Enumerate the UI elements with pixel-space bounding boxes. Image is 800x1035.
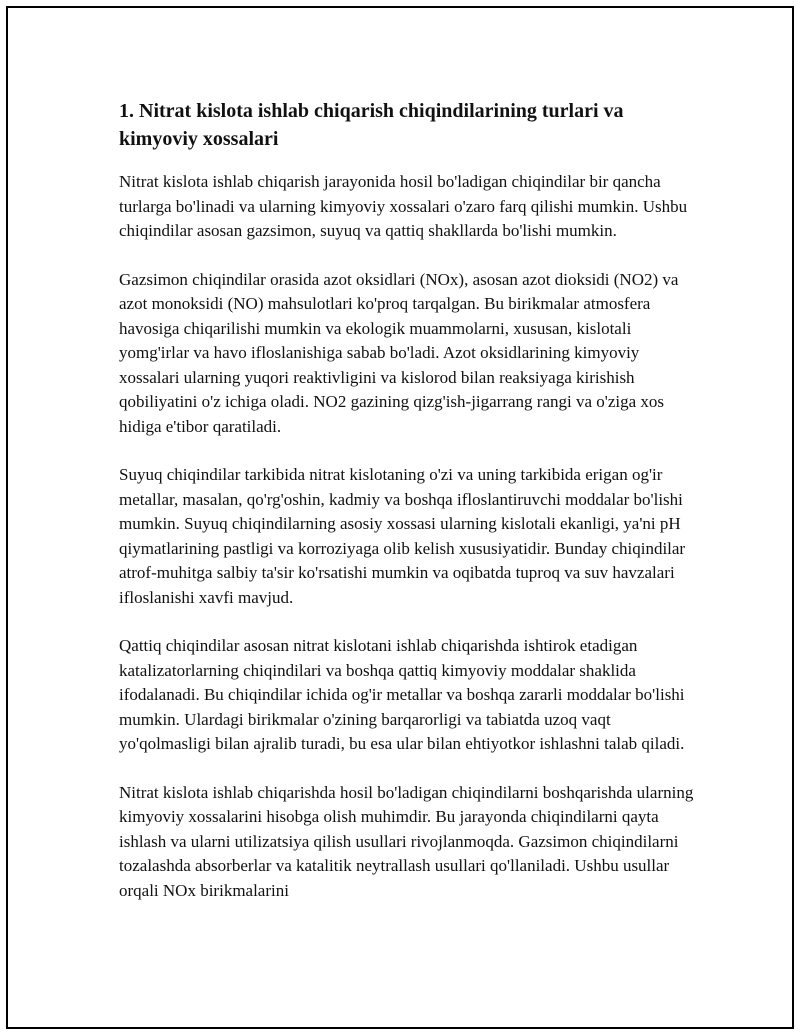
paragraph-intro: Nitrat kislota ishlab chiqarish jarayonida hosil bo'ladigan chiqindilar bir qancha turlarga bo'linadi va ularning kimyoviy xossalari o'zaro farq qilishi mumkin. Ushbu chiqindilar asosan gazsimon, suyuq va qattiq shakllarda bo'lishi mumkin.	[119, 172, 688, 240]
paragraph-waste-management: Nitrat kislota ishlab chiqarishda hosil bo'ladigan chiqindilarni boshqarishda ularning kimyoviy xossalarini hisobga olish muhimdir. Bu jarayonda chiqindilarni qayta ishlash va ularni utilizatsiya qilish usullari rivojlanmoqda. Gazsimon chiqindilarni tozalashda absorberlar va katalitik neytrallash usullari qo'llaniladi. Ushbu usullar orqali NOx birikmalarini	[119, 782, 694, 900]
document-body	[119, 97, 694, 927]
paragraph-gaseous-waste: Gazsimon chiqindilar orasida azot oksidlari (NOx), asosan azot dioksidi (NO2) va azot monoksidi (NO) mahsulotlari ko'proq tarqalgan. Bu birikmalar atmosfera havosiga chiqarilishi mumkin va ekologik muammolarni, xususan, kislotali yomg'irlar va havo ifloslanishiga sabab bo'ladi. Azot oksidlarining kimyoviy xossalari ularning yuqori reaktivligini va kislorod bilan reaksiyaga kirishish qobiliyatini o'z ichiga oladi. NO2 gazining qizg'ish-jigarrang rangi va o'ziga xos hidiga e'tibor qaratiladi.	[119, 269, 679, 436]
page-frame	[6, 6, 794, 1029]
paragraph-solid-waste: Qattiq chiqindilar asosan nitrat kislotani ishlab chiqarishda ishtirok etadigan katalizatorlarning chiqindilari va boshqa qattiq kimyoviy moddalar shaklida ifodalanadi. Bu chiqindilar ichida og'ir metallar va boshqa zararli moddalar bo'lishi mumkin. Ulardagi birikmalar o'zining barqarorligi va tabiatda uzoq vaqt yo'qolmasligi bilan ajralib turadi, bu esa ular bilan ehtiyotkor ishlashni talab qiladi.	[119, 636, 685, 753]
section-heading: 1. Nitrat kislota ishlab chiqarish chiqindilarining turlari va kimyoviy xossalari	[119, 100, 624, 150]
paragraph-liquid-waste: Suyuq chiqindilar tarkibida nitrat kislotaning o'zi va uning tarkibida erigan og'ir metallar, masalan, qo'rg'oshin, kadmiy va boshqa ifloslantiruvchi moddalar bo'lishi mumkin. Suyuq chiqindilarning asosiy xossasi ularning kislotali ekanligi, ya'ni pH qiymatlarining pastligi va korroziyaga olib kelish xususiyatidir. Bunday chiqindilar atrof-muhitga salbiy ta'sir ko'rsatishi mumkin va oqibatda tuproq va suv havzalari ifloslanishi xavfi mavjud.	[119, 465, 686, 607]
